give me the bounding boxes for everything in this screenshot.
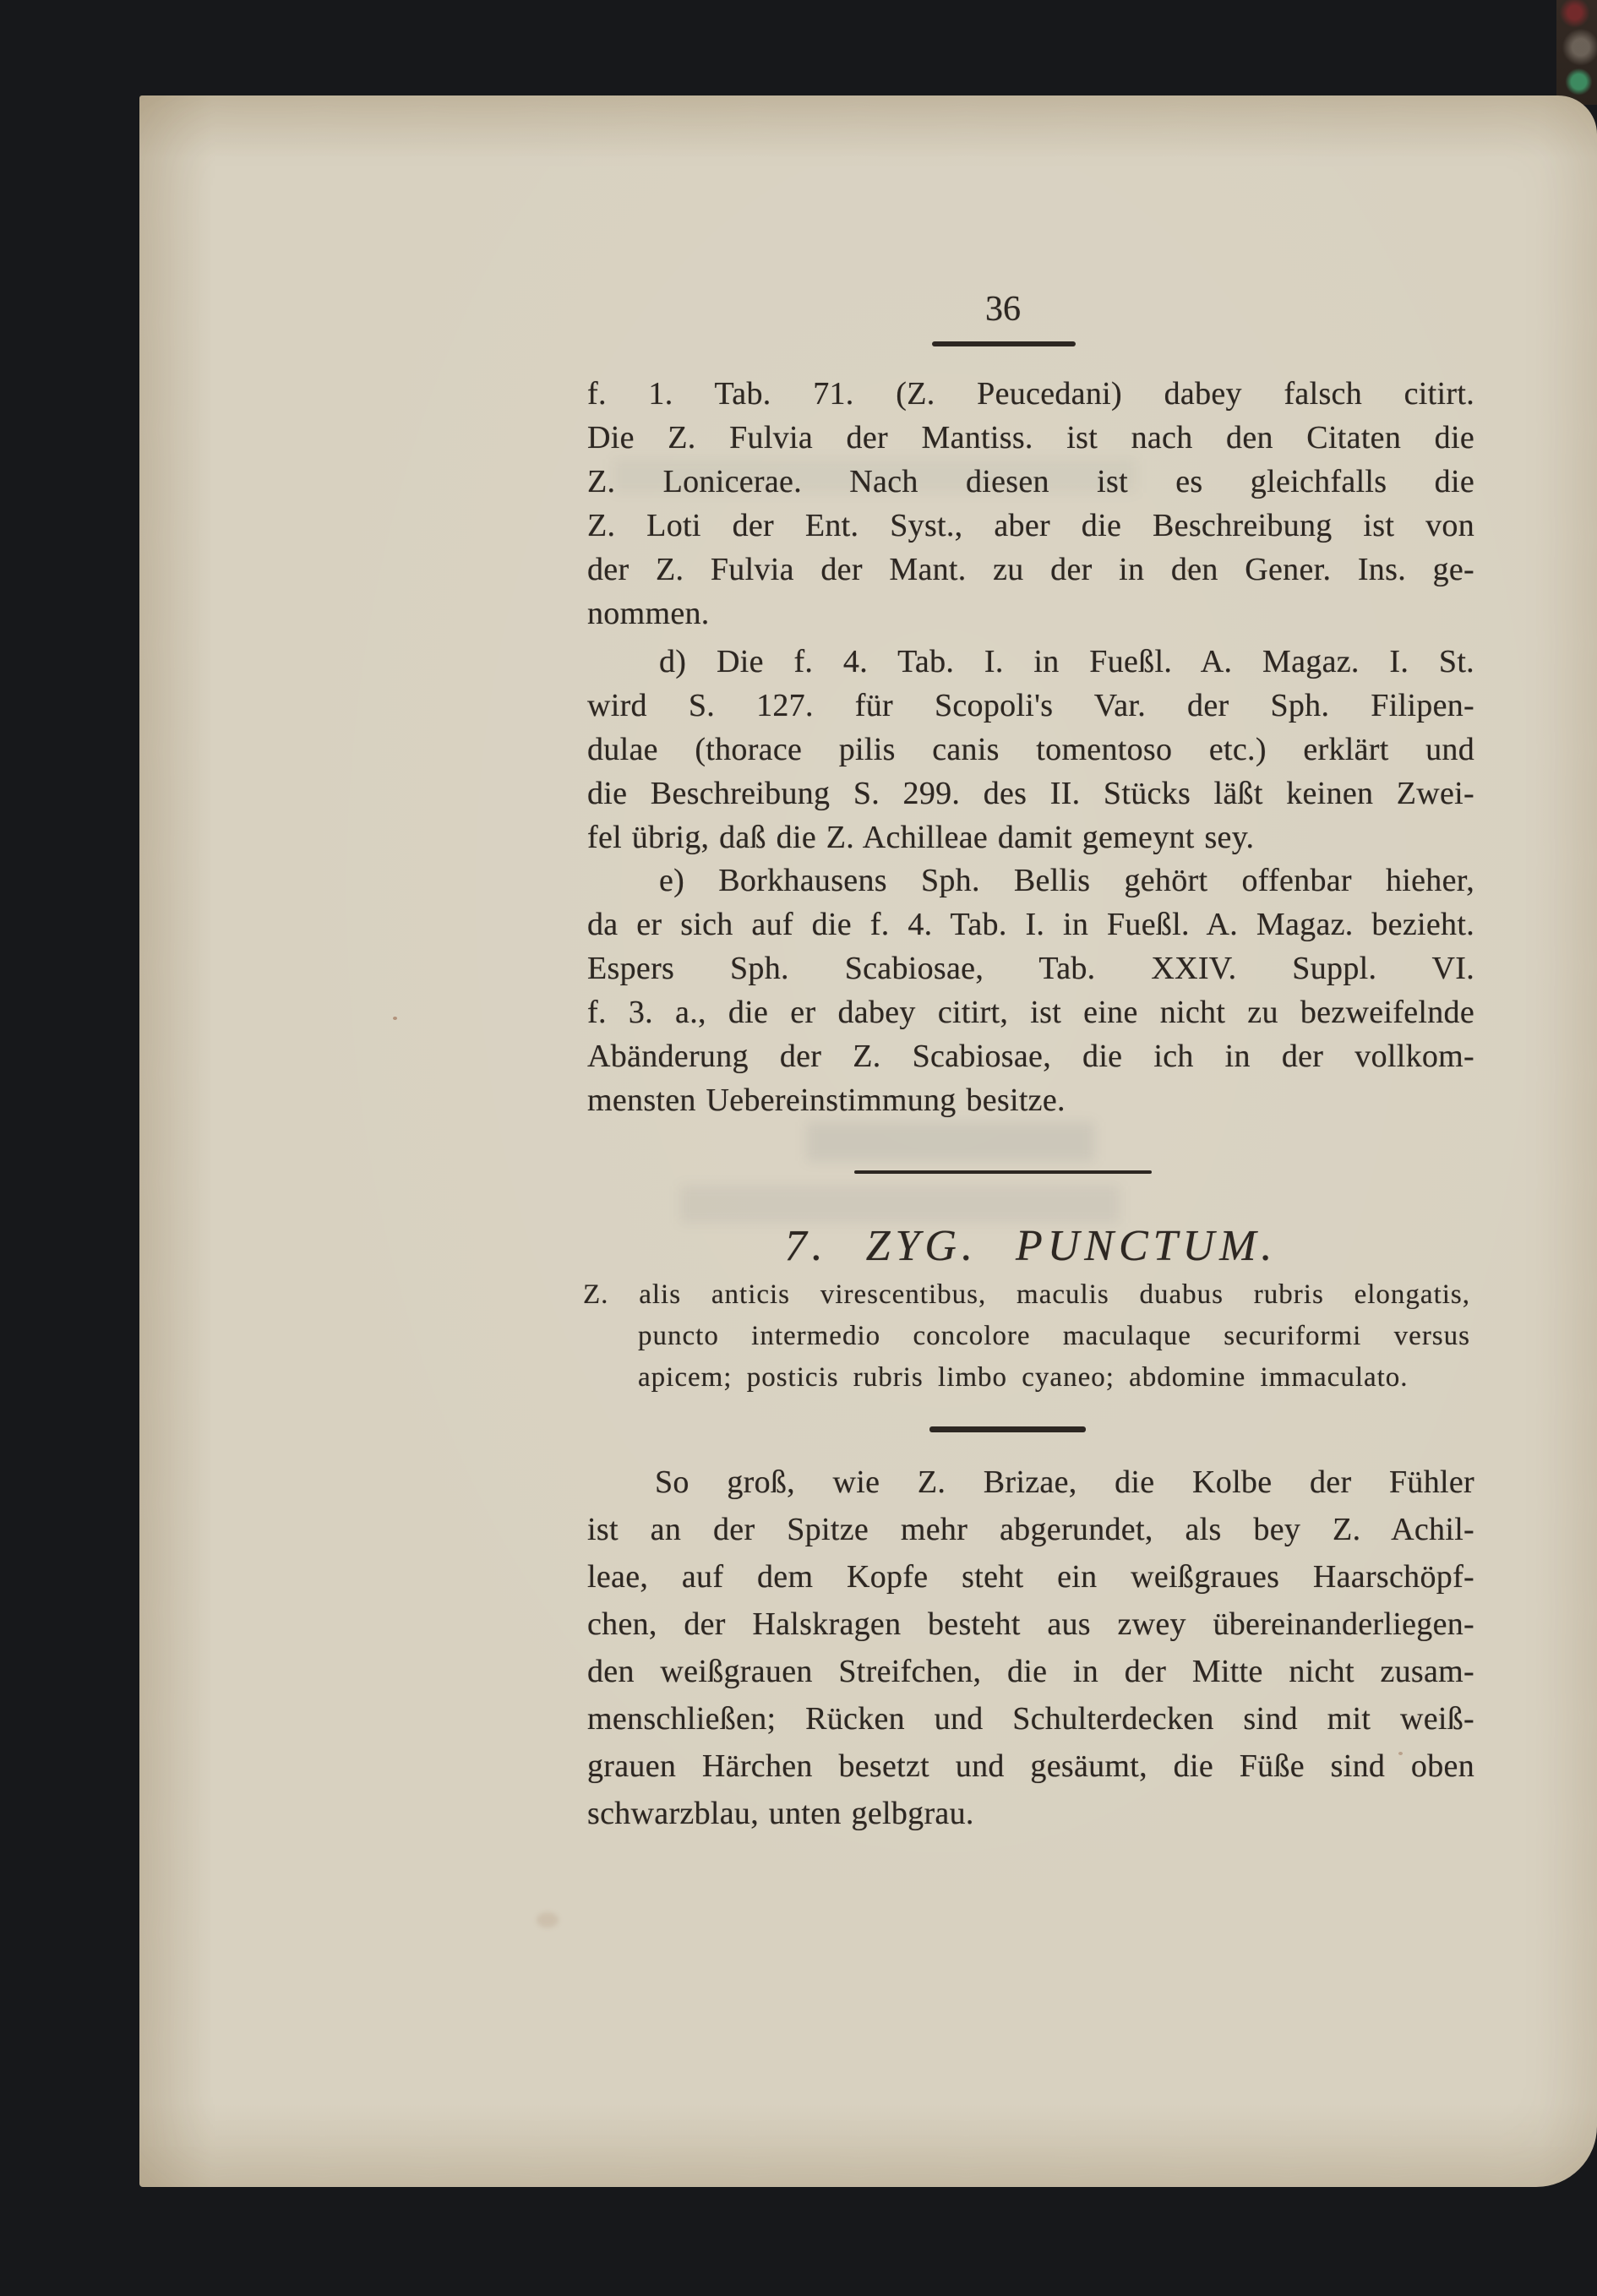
text-line: chen, der Halskragen besteht aus zwey übereinanderliegen-: [587, 1606, 1474, 1642]
text-line: d) Die f. 4. Tab. I. in Fueßl. A. Magaz. I. St.: [659, 644, 1474, 679]
text-line: schwarzblau, unten gelbgrau.: [587, 1796, 974, 1831]
text-line: Espers Sph. Scabiosae, Tab. XXIV. Suppl. VI.: [587, 951, 1474, 986]
paper-speck: [393, 1017, 397, 1020]
text-line: Z. Loti der Ent. Syst., aber die Beschreibung ist von: [587, 508, 1474, 543]
text-line: menschließen; Rücken und Schulterdecken sind mit weiß-: [587, 1701, 1474, 1737]
text-line: grauen Härchen besetzt und gesäumt, die Füße sind oben: [587, 1748, 1474, 1784]
text-line: leae, auf dem Kopfe steht ein weißgraues Haarschöpf-: [587, 1559, 1474, 1595]
text-line: Die Z. Fulvia der Mantiss. ist nach den Citaten die: [587, 420, 1474, 455]
text-line: e) Borkhausens Sph. Bellis gehört offenbar hieher,: [659, 863, 1474, 898]
text-line: f. 3. a., die er dabey citirt, ist eine nicht zu bezweifelnde: [587, 995, 1474, 1030]
text-line: dulae (thorace pilis canis tomentoso etc.) erklärt und: [587, 732, 1474, 767]
page-number-rule: [932, 341, 1076, 346]
paragraph-e: [587, 859, 1474, 1122]
text-line: f. 1. Tab. 71. (Z. Peucedani) dabey falsch citirt.: [587, 376, 1474, 412]
text-line: fel übrig, daß die Z. Achilleae damit gemeynt sey.: [587, 820, 1255, 855]
text-line: Z. Lonicerae. Nach diesen ist es gleichfalls die: [587, 464, 1474, 499]
text-line: der Z. Fulvia der Mant. zu der in den Gener. Ins. ge-: [587, 552, 1474, 587]
text-line: Abänderung der Z. Scabiosae, die ich in der vollkom-: [587, 1039, 1474, 1074]
text-line: So groß, wie Z. Brizae, die Kolbe der Fühler: [655, 1464, 1474, 1500]
species-description: [587, 1459, 1474, 1837]
text-line: ist an der Spitze mehr abgerundet, als bey Z. Achil-: [587, 1512, 1474, 1547]
ink-show-through: [680, 1186, 1120, 1223]
page-number: 36: [985, 290, 1021, 329]
book-fore-edge: [1556, 0, 1597, 105]
paragraph-continuation: [587, 372, 1474, 635]
paper: [139, 95, 1597, 2187]
latin-diagnosis: [583, 1274, 1470, 1399]
paragraph-d: [587, 640, 1474, 859]
text-line: die Beschreibung S. 299. des II. Stücks läßt keinen Zwei-: [587, 776, 1474, 811]
text-line: Z. alis anticis virescentibus, maculis duabus rubris elongatis,: [583, 1279, 1470, 1310]
section-divider-rule: [854, 1170, 1152, 1174]
section-heading: 7. ZYG. PUNCTUM.: [784, 1222, 1278, 1270]
text-line: puncto intermedio concolore maculaque securiformi versus: [638, 1321, 1470, 1351]
latin-divider-rule: [929, 1426, 1086, 1432]
text-line: da er sich auf die f. 4. Tab. I. in Fueßl. A. Magaz. bezieht.: [587, 907, 1474, 942]
text-line: den weißgrauen Streifchen, die in der Mitte nicht zusam-: [587, 1654, 1474, 1689]
text-line: wird S. 127. für Scopoli's Var. der Sph. Filipen-: [587, 688, 1474, 723]
text-line: nommen.: [587, 596, 710, 631]
paper-stain: [537, 1912, 559, 1928]
ink-show-through: [807, 1122, 1094, 1161]
text-line: apicem; posticis rubris limbo cyaneo; abdomine immaculato.: [638, 1362, 1409, 1393]
text-line: mensten Uebereinstimmung besitze.: [587, 1083, 1066, 1118]
